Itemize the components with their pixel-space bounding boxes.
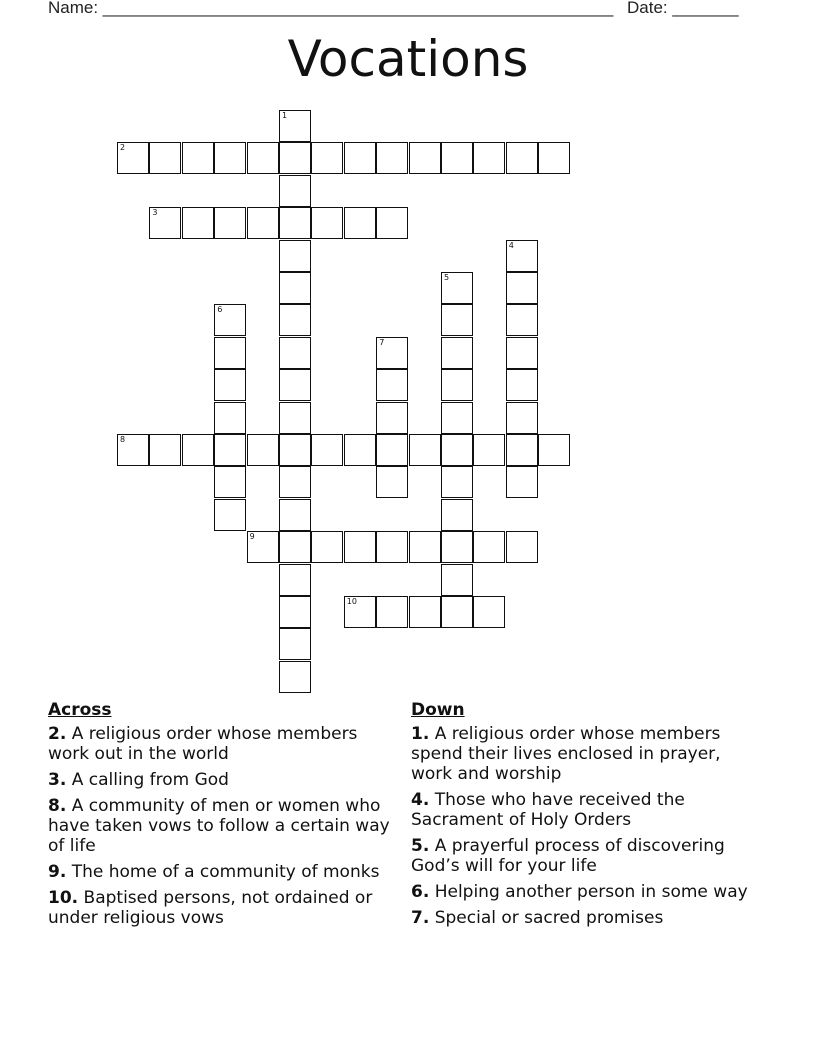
clue-number-label: 2 bbox=[120, 143, 126, 153]
grid-cell[interactable] bbox=[214, 499, 246, 531]
grid-cell[interactable] bbox=[279, 272, 311, 304]
grid-cell[interactable] bbox=[441, 337, 473, 369]
grid-cell[interactable] bbox=[279, 661, 311, 693]
clue-number: 2. bbox=[48, 724, 67, 744]
grid-cell[interactable] bbox=[214, 434, 246, 466]
grid-cell[interactable] bbox=[473, 434, 505, 466]
across-clue bbox=[48, 862, 398, 882]
grid-cell[interactable] bbox=[344, 434, 376, 466]
grid-cell[interactable] bbox=[279, 304, 311, 336]
grid-cell[interactable] bbox=[441, 499, 473, 531]
clue-number: 1. bbox=[411, 724, 430, 744]
down-clue bbox=[411, 724, 756, 784]
grid-cell[interactable] bbox=[473, 142, 505, 174]
grid-cell[interactable] bbox=[182, 142, 214, 174]
grid-cell[interactable] bbox=[247, 207, 279, 239]
grid-cell[interactable] bbox=[182, 434, 214, 466]
grid-cell[interactable] bbox=[506, 142, 538, 174]
grid-cell[interactable] bbox=[214, 402, 246, 434]
across-clues bbox=[48, 700, 398, 934]
grid-cell[interactable] bbox=[506, 240, 538, 272]
grid-cell[interactable] bbox=[344, 207, 376, 239]
clue-number-label: 4 bbox=[508, 240, 514, 250]
clue-text: Special or sacred promises bbox=[434, 908, 664, 928]
grid-cell[interactable] bbox=[279, 369, 311, 401]
across-clue bbox=[48, 796, 398, 856]
clue-text: A religious order whose members spend their lives enclosed in prayer, work and worship bbox=[411, 724, 721, 784]
grid-cell[interactable] bbox=[409, 434, 441, 466]
clue-number-label: 6 bbox=[217, 305, 223, 315]
grid-cell[interactable] bbox=[409, 531, 441, 563]
across-heading: Across bbox=[48, 700, 112, 720]
down-clue bbox=[411, 908, 756, 928]
grid-cell[interactable] bbox=[441, 564, 473, 596]
grid-cell[interactable] bbox=[441, 531, 473, 563]
clue-text: The home of a community of monks bbox=[71, 862, 380, 882]
grid-cell[interactable] bbox=[376, 596, 408, 628]
clue-text: Helping another person in some way bbox=[434, 882, 748, 902]
grid-cell[interactable] bbox=[409, 142, 441, 174]
grid-cell[interactable] bbox=[279, 337, 311, 369]
grid-cell[interactable] bbox=[279, 142, 311, 174]
grid-cell[interactable] bbox=[506, 434, 538, 466]
grid-cell[interactable] bbox=[376, 142, 408, 174]
grid-cell[interactable] bbox=[441, 596, 473, 628]
clue-number: 7. bbox=[411, 908, 430, 928]
grid-cell[interactable] bbox=[441, 304, 473, 336]
down-clue bbox=[411, 836, 756, 876]
name-field-label: Name: ______________________________________________________ bbox=[48, 0, 614, 17]
clue-text: A prayerful process of discovering God’s will for your life bbox=[411, 836, 725, 876]
clue-text: Baptised persons, not ordained or under religious vows bbox=[48, 888, 373, 928]
grid-cell[interactable] bbox=[214, 142, 246, 174]
grid-cell[interactable] bbox=[441, 402, 473, 434]
grid-cell[interactable] bbox=[279, 207, 311, 239]
clue-number-label: 3 bbox=[152, 208, 158, 218]
grid-cell[interactable] bbox=[344, 531, 376, 563]
clue-number: 4. bbox=[411, 790, 430, 810]
grid-cell[interactable] bbox=[247, 531, 279, 563]
grid-cell[interactable] bbox=[279, 596, 311, 628]
grid-cell[interactable] bbox=[279, 110, 311, 142]
clue-number: 5. bbox=[411, 836, 430, 856]
down-clue bbox=[411, 882, 756, 902]
grid-cell[interactable] bbox=[376, 402, 408, 434]
grid-cell[interactable] bbox=[538, 142, 570, 174]
grid-cell[interactable] bbox=[376, 434, 408, 466]
clue-number: 6. bbox=[411, 882, 430, 902]
across-clue bbox=[48, 724, 398, 764]
grid-cell[interactable] bbox=[376, 531, 408, 563]
down-clue bbox=[411, 790, 756, 830]
grid-cell[interactable] bbox=[214, 337, 246, 369]
grid-cell[interactable] bbox=[506, 466, 538, 498]
grid-cell[interactable] bbox=[376, 337, 408, 369]
grid-cell[interactable] bbox=[311, 531, 343, 563]
date-field-label: Date: _______ bbox=[627, 0, 739, 17]
grid-cell[interactable] bbox=[311, 434, 343, 466]
grid-cell[interactable] bbox=[506, 531, 538, 563]
grid-cell[interactable] bbox=[441, 142, 473, 174]
grid-cell[interactable] bbox=[247, 434, 279, 466]
grid-cell[interactable] bbox=[279, 434, 311, 466]
clue-number-label: 7 bbox=[379, 337, 385, 347]
grid-cell[interactable] bbox=[214, 207, 246, 239]
grid-cell[interactable] bbox=[279, 402, 311, 434]
clue-number-label: 9 bbox=[249, 532, 255, 542]
across-clue bbox=[48, 888, 398, 928]
across-clue bbox=[48, 770, 398, 790]
grid-cell[interactable] bbox=[279, 240, 311, 272]
grid-cell[interactable] bbox=[506, 272, 538, 304]
grid-cell[interactable] bbox=[409, 596, 441, 628]
grid-cell[interactable] bbox=[441, 272, 473, 304]
grid-cell[interactable] bbox=[538, 434, 570, 466]
grid-cell[interactable] bbox=[506, 402, 538, 434]
grid-cell[interactable] bbox=[279, 499, 311, 531]
clue-number: 9. bbox=[48, 862, 67, 882]
grid-cell[interactable] bbox=[214, 369, 246, 401]
grid-cell[interactable] bbox=[279, 564, 311, 596]
down-clues bbox=[411, 700, 756, 934]
clue-number: 3. bbox=[48, 770, 67, 790]
grid-cell[interactable] bbox=[473, 596, 505, 628]
clue-number: 8. bbox=[48, 796, 67, 816]
grid-cell[interactable] bbox=[441, 434, 473, 466]
down-heading: Down bbox=[411, 700, 465, 720]
grid-cell[interactable] bbox=[279, 628, 311, 660]
grid-cell[interactable] bbox=[117, 142, 149, 174]
grid-cell[interactable] bbox=[441, 466, 473, 498]
grid-cell[interactable] bbox=[117, 434, 149, 466]
grid-cell[interactable] bbox=[149, 434, 181, 466]
grid-cell[interactable] bbox=[279, 175, 311, 207]
clue-number: 10. bbox=[48, 888, 79, 908]
grid-cell[interactable] bbox=[506, 304, 538, 336]
clue-text: A religious order whose members work out in the world bbox=[48, 724, 358, 764]
grid-cell[interactable] bbox=[376, 466, 408, 498]
clue-number-label: 8 bbox=[120, 435, 126, 444]
grid-cell[interactable] bbox=[279, 531, 311, 563]
grid-cell[interactable] bbox=[279, 466, 311, 498]
grid-cell[interactable] bbox=[311, 142, 343, 174]
puzzle-title: Vocations bbox=[287, 30, 529, 88]
grid-cell[interactable] bbox=[149, 142, 181, 174]
grid-cell[interactable] bbox=[376, 369, 408, 401]
grid-cell[interactable] bbox=[344, 596, 376, 628]
grid-cell[interactable] bbox=[214, 466, 246, 498]
grid-cell[interactable] bbox=[473, 531, 505, 563]
grid-cell[interactable] bbox=[506, 369, 538, 401]
grid-cell[interactable] bbox=[247, 142, 279, 174]
clue-number-label: 5 bbox=[444, 273, 450, 282]
grid-cell[interactable] bbox=[441, 369, 473, 401]
clue-number-label: 10 bbox=[346, 597, 357, 606]
grid-cell[interactable] bbox=[506, 337, 538, 369]
grid-cell[interactable] bbox=[344, 142, 376, 174]
grid-cell[interactable] bbox=[376, 207, 408, 239]
grid-cell[interactable] bbox=[311, 207, 343, 239]
clue-text: A calling from God bbox=[71, 770, 229, 790]
grid-cell[interactable] bbox=[182, 207, 214, 239]
clue-number-label: 1 bbox=[282, 111, 288, 120]
grid-cell[interactable] bbox=[149, 207, 181, 239]
clue-text: Those who have received the Sacrament of Holy Orders bbox=[411, 790, 685, 830]
grid-cell[interactable] bbox=[214, 304, 246, 336]
clue-text: A community of men or women who have taken vows to follow a certain way of life bbox=[48, 796, 390, 856]
